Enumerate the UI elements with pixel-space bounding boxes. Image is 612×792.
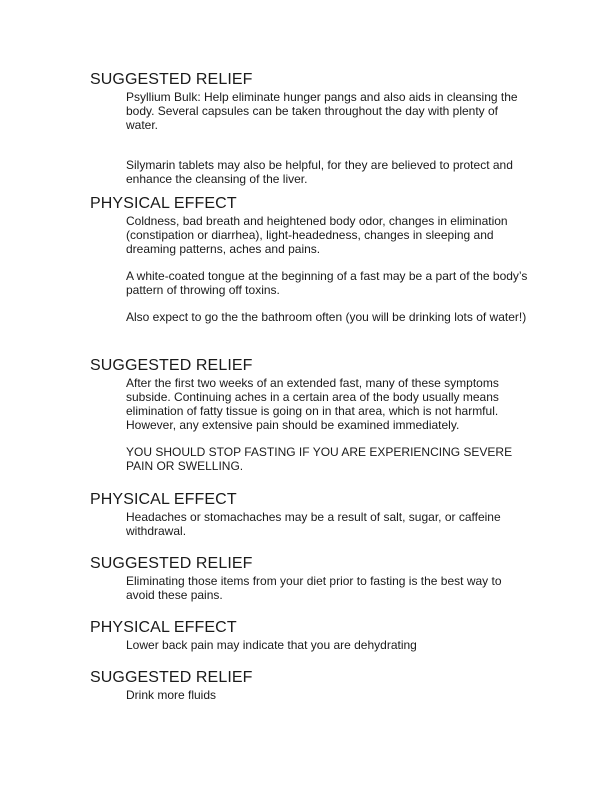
section-suggested-relief-2 bbox=[90, 358, 530, 473]
paragraph: YOU SHOULD STOP FASTING IF YOU ARE EXPERIENCING SEVERE PAIN OR SWELLING. bbox=[126, 445, 513, 473]
section-heading: PHYSICAL EFFECT bbox=[90, 195, 237, 212]
paragraph: After the first two weeks of an extended fast, many of these symptoms subside. Continuing aches in a certain area of the body usually means elimination of fatty tissue is going on in that area, which is not harmful. However, any extensive pain should be examined immediately. bbox=[126, 376, 499, 432]
section-suggested-relief-4 bbox=[90, 670, 530, 702]
section-body bbox=[126, 90, 530, 186]
paragraph: Headaches or stomachaches may be a result of salt, sugar, or caffeine withdrawal. bbox=[126, 510, 501, 538]
paragraph: Silymarin tablets may also be helpful, for they are believed to protect and enhance the cleansing of the liver. bbox=[126, 158, 513, 186]
section-body bbox=[126, 688, 530, 702]
section-body bbox=[126, 638, 530, 652]
section-heading: PHYSICAL EFFECT bbox=[90, 491, 237, 508]
paragraph: Also expect to go the the bathroom often (you will be drinking lots of water!) bbox=[126, 310, 527, 324]
paragraph: Coldness, bad breath and heightened body odor, changes in elimination (constipation or diarrhea), light-headedness, changes in sleeping and dreaming patterns, aches and pains. bbox=[126, 214, 508, 256]
section-physical-effect-1 bbox=[90, 196, 530, 324]
section-body bbox=[126, 214, 530, 324]
section-heading: SUGGESTED RELIEF bbox=[90, 669, 253, 686]
section-suggested-relief-1 bbox=[90, 72, 530, 186]
section-body bbox=[126, 574, 530, 602]
paragraph: Drink more fluids bbox=[126, 688, 217, 702]
section-heading: PHYSICAL EFFECT bbox=[90, 619, 237, 636]
section-body bbox=[126, 510, 530, 538]
section-heading: SUGGESTED RELIEF bbox=[90, 71, 253, 88]
paragraph: A white-coated tongue at the beginning of a fast may be a part of the body’s pattern of throwing off toxins. bbox=[126, 269, 528, 297]
paragraph: Lower back pain may indicate that you are dehydrating bbox=[126, 638, 417, 652]
paragraph: Psyllium Bulk: Help eliminate hunger pangs and also aids in cleansing the body. Several capsules can be taken throughout the day with plenty of water. bbox=[126, 90, 518, 132]
section-heading: SUGGESTED RELIEF bbox=[90, 357, 253, 374]
section-physical-effect-3 bbox=[90, 620, 530, 652]
section-physical-effect-2 bbox=[90, 492, 530, 538]
paragraph: Eliminating those items from your diet prior to fasting is the best way to avoid these pains. bbox=[126, 574, 502, 602]
section-heading: SUGGESTED RELIEF bbox=[90, 555, 253, 572]
section-body bbox=[126, 376, 530, 473]
section-suggested-relief-3 bbox=[90, 556, 530, 602]
